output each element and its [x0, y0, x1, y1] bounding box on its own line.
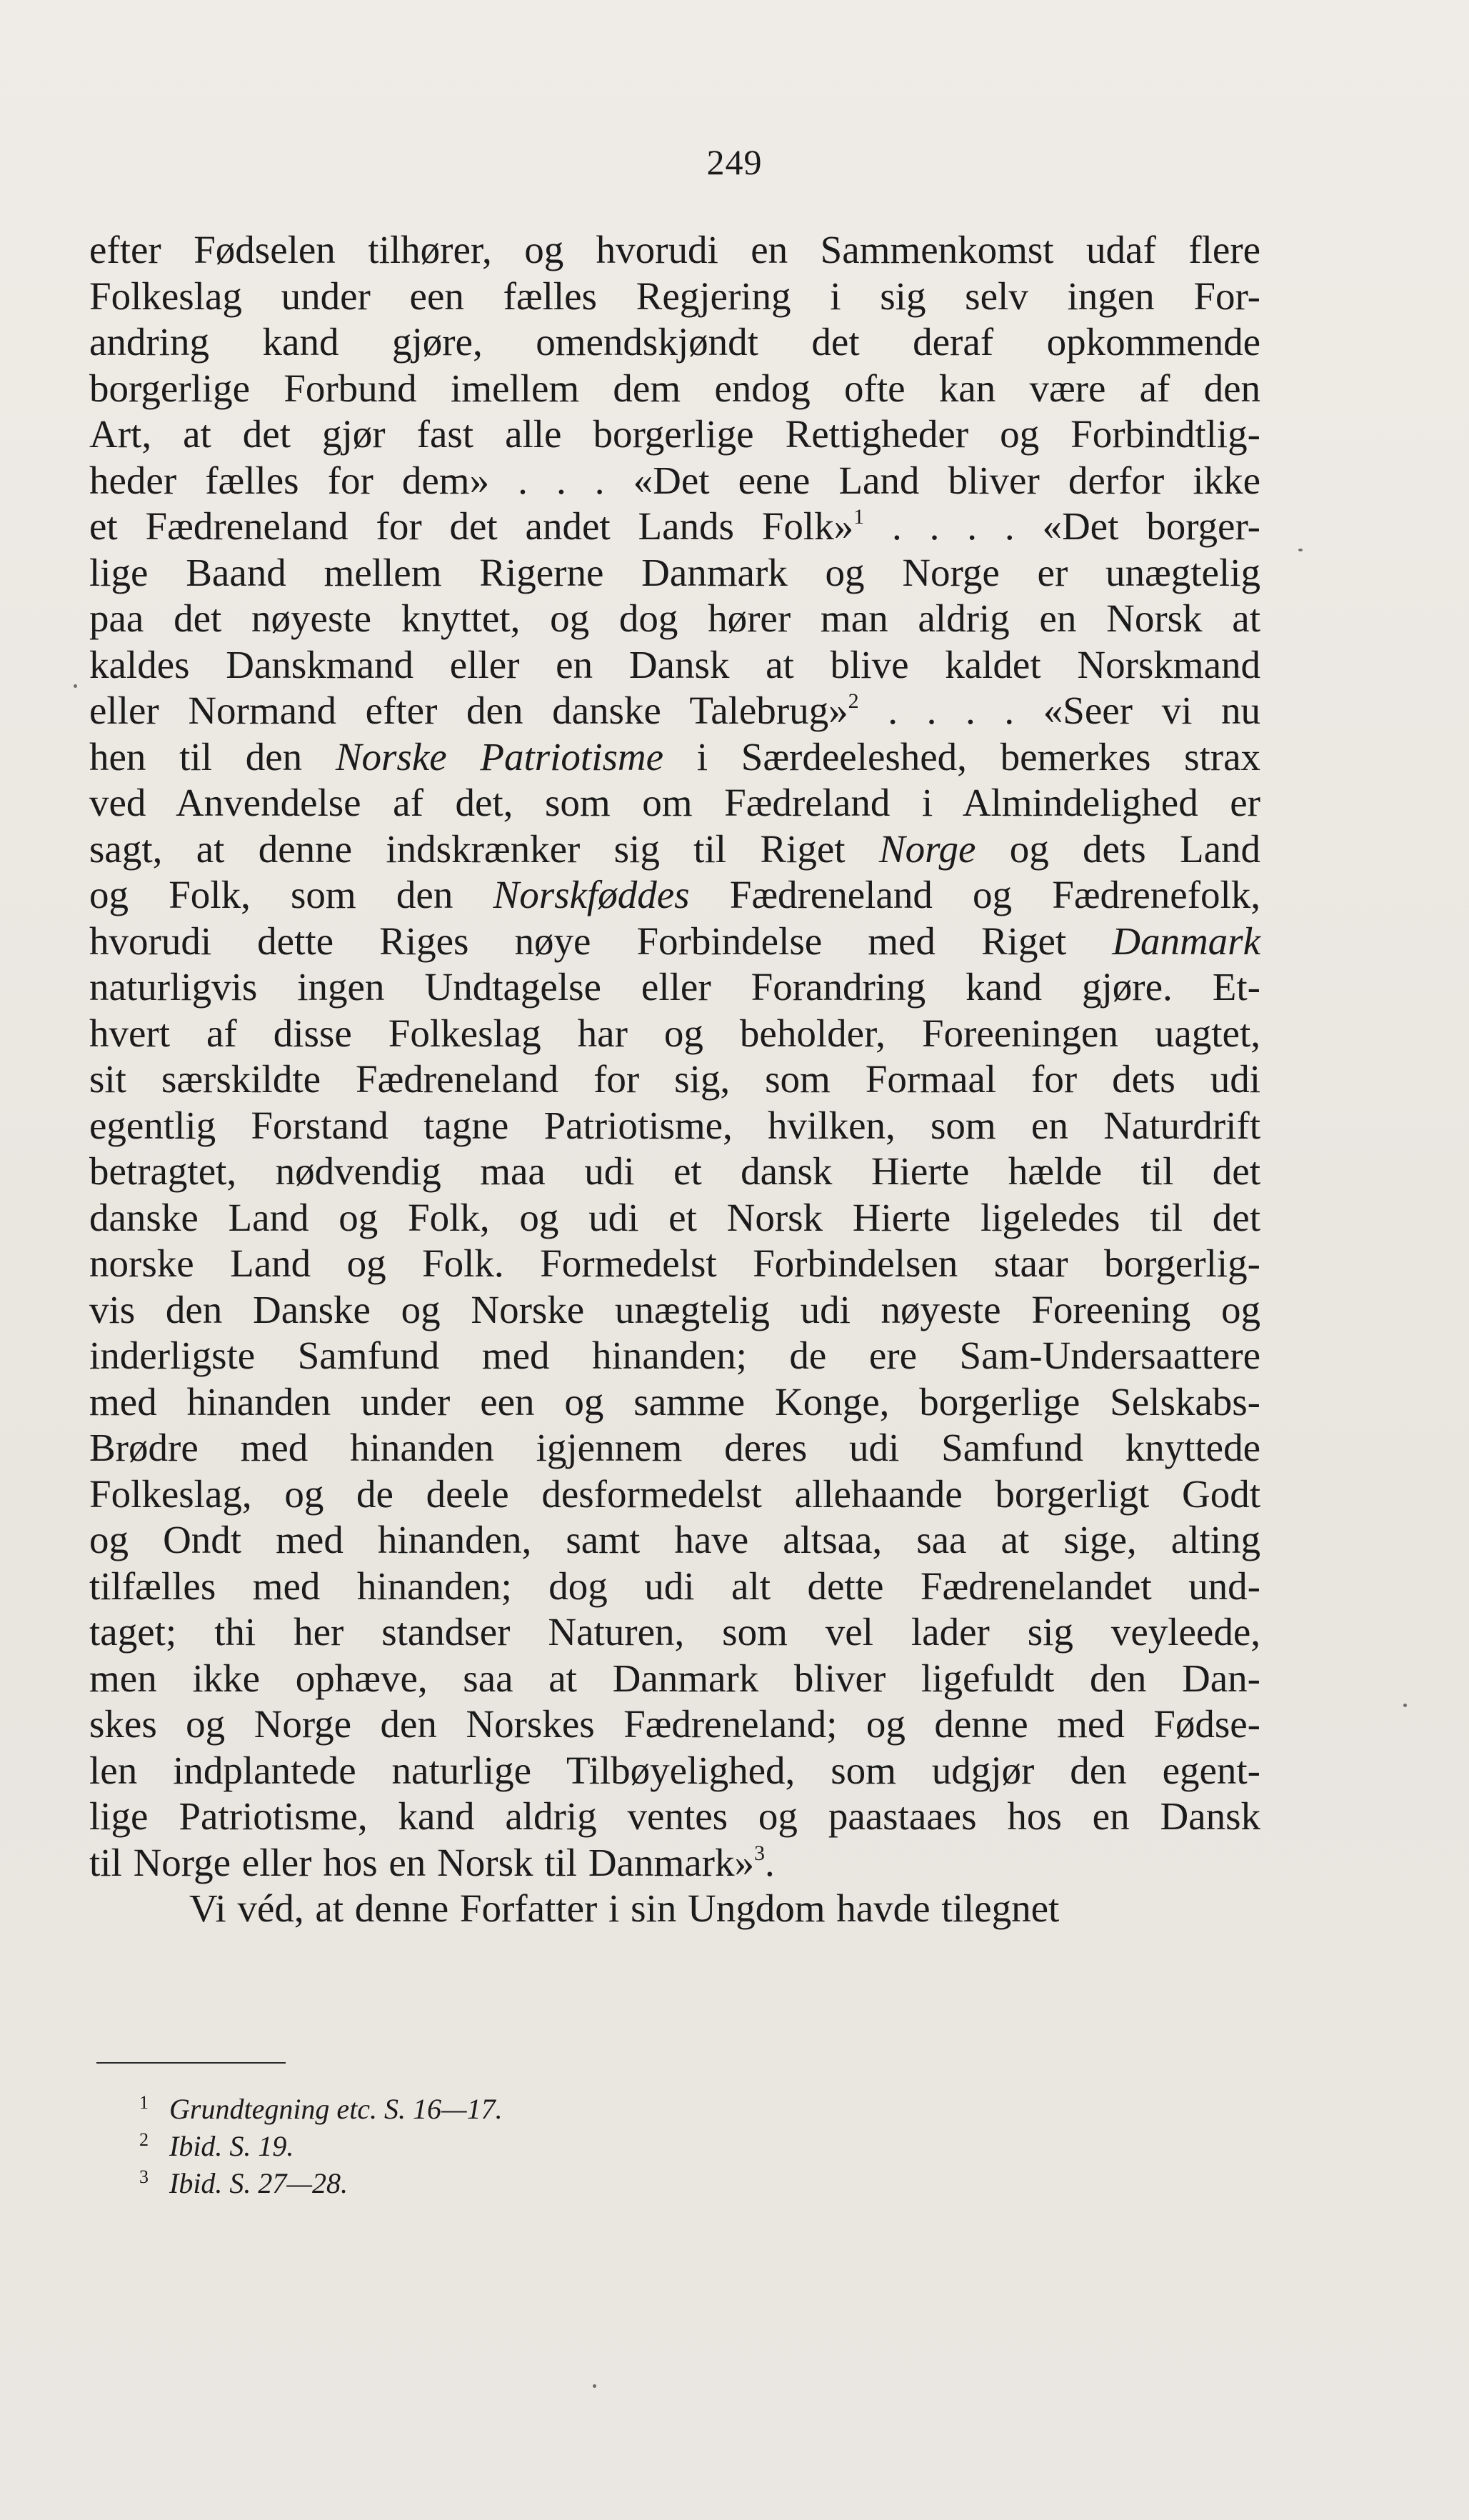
line-text: efter Fødselen tilhører, og hvorudi en Sammenkomst udaf flere	[89, 228, 1260, 271]
text-line	[89, 872, 1260, 919]
text-line	[89, 1701, 1260, 1748]
line-text: len indplantede naturlige Tilbøyelighed, som udgjør den egent-	[89, 1748, 1260, 1792]
line-text: tilfælles med hinanden; dog udi alt dette Fædrenelandet und-	[89, 1564, 1260, 1608]
text-line	[89, 1056, 1260, 1103]
text-line	[89, 1103, 1260, 1149]
text-line	[89, 1886, 1260, 1932]
text-line	[89, 504, 1260, 550]
text-line	[89, 1517, 1260, 1564]
line-text: inderligste Samfund med hinanden; de ere Sam-Undersaattere	[89, 1334, 1260, 1377]
footnote-marker: 2	[848, 689, 859, 713]
line-text: men ikke ophæve, saa at Danmark bliver ligefuldt den Dan-	[89, 1656, 1260, 1700]
text-line	[89, 596, 1260, 642]
text-line	[89, 1379, 1260, 1426]
text-line	[89, 642, 1260, 689]
line-text: norske Land og Folk. Formedelst Forbindelsen staar borgerlig-	[89, 1241, 1260, 1285]
text-line	[89, 1287, 1260, 1334]
line-text: paa det nøyeste knyttet, og dog hører man aldrig en Norsk at	[89, 596, 1260, 640]
line-text: kaldes Danskmand eller en Dansk at blive kaldet Norskmand	[89, 642, 1260, 686]
footnote	[139, 2159, 503, 2199]
text-line	[89, 1840, 1260, 1886]
footnote-rule	[96, 2062, 286, 2064]
line-text: Art, at det gjør fast alle borgerlige Rettigheder og Forbindtlig-	[89, 412, 1260, 456]
line-text: hen til den	[89, 734, 336, 779]
footnote-number: 3	[139, 2166, 149, 2187]
body-text	[89, 227, 1260, 1932]
line-text: til Norge eller hos en Norsk til Danmark»	[89, 1840, 754, 1884]
line-text: heder fælles for dem» . . . «Det eene Land bliver derfor ikke	[89, 458, 1260, 502]
line-text: eller Normand efter den danske Talebrug»	[89, 689, 848, 732]
footnote	[139, 2121, 503, 2162]
text-line	[89, 826, 1260, 873]
text-line	[89, 1425, 1260, 1471]
line-text: sit særskildte Fædreneland for sig, som Formaal for dets udi	[89, 1057, 1260, 1101]
footnotes	[139, 2084, 503, 2199]
footnote-number: 1	[139, 2092, 149, 2113]
text-line	[89, 319, 1260, 366]
text-line	[89, 1471, 1260, 1518]
line-text: lige Patriotisme, kand aldrig ventes og paastaaes hos en Dansk	[89, 1794, 1260, 1838]
line-text: . . . . «Seer vi nu	[858, 689, 1260, 732]
footnote-reference: Ibid. S. 19.	[169, 2130, 294, 2162]
text-line	[89, 780, 1260, 826]
italic-emphasis: Danmark	[1112, 919, 1260, 963]
text-line	[89, 688, 1260, 734]
line-text: vis den Danske og Norske unægtelig udi nøyeste Foreening og	[89, 1287, 1260, 1331]
text-line	[89, 1794, 1260, 1840]
text-line	[89, 1564, 1260, 1610]
text-line	[89, 1656, 1260, 1702]
text-line	[89, 964, 1260, 1011]
line-text: lige Baand mellem Rigerne Danmark og Norge er unægtelig	[89, 550, 1260, 594]
text-line	[89, 1011, 1260, 1057]
footnote-reference: Ibid. S. 27—28.	[169, 2167, 348, 2199]
text-line	[89, 1333, 1260, 1379]
line-text: betragtet, nødvendig maa udi et dansk Hierte hælde til det	[89, 1149, 1260, 1193]
line-text: taget; thi her standser Naturen, som vel lader sig veyleede,	[89, 1610, 1260, 1654]
paper-speck	[1403, 1704, 1407, 1707]
line-text: Vi véd, at denne Forfatter i sin Ungdom havde tilegnet	[189, 1886, 1060, 1930]
text-line	[89, 734, 1260, 781]
line-text: med hinanden under een og samme Konge, borgerlige Selskabs-	[89, 1379, 1260, 1424]
line-text: og Ondt med hinanden, samt have altsaa, saa at sige, alting	[89, 1518, 1260, 1561]
line-text: skes og Norge den Norskes Fædreneland; og denne med Fødse-	[89, 1702, 1260, 1746]
italic-emphasis: Norskføddes	[493, 873, 690, 916]
text-line	[89, 550, 1260, 596]
line-text: hvert af disse Folkeslag har og beholder, Foreeningen uagtet,	[89, 1011, 1260, 1055]
text-line	[89, 1195, 1260, 1241]
line-text: i Særdeeleshed, bemerkes strax	[663, 734, 1260, 779]
italic-emphasis: Norge	[878, 826, 976, 871]
line-text: et Fædreneland for det andet Lands Folk»	[89, 504, 854, 548]
footnote-marker: 3	[753, 1841, 765, 1865]
line-text: ved Anvendelse af det, som om Fædreland i Almindelighed er	[89, 781, 1260, 824]
paper-speck	[593, 2384, 596, 2388]
text-line	[89, 227, 1260, 274]
line-text: Brødre med hinanden igjennem deres udi Samfund knyttede	[89, 1426, 1260, 1469]
line-text: og dets Land	[976, 826, 1260, 871]
text-line	[89, 919, 1260, 965]
italic-emphasis: Norske Patriotisme	[335, 734, 664, 779]
footnote-marker: 1	[853, 505, 865, 529]
line-text: . . . . «Det borger-	[864, 504, 1260, 548]
line-text: andring kand gjøre, omendskjøndt det deraf opkommende	[89, 320, 1260, 364]
text-line	[89, 1609, 1260, 1656]
line-text: .	[764, 1840, 775, 1884]
line-text: hvorudi dette Riges nøye Forbindelse med Riget	[89, 919, 1113, 963]
line-text: danske Land og Folk, og udi et Norsk Hierte ligeledes til det	[89, 1195, 1260, 1239]
paper-speck	[74, 684, 77, 688]
text-line	[89, 1149, 1260, 1195]
line-text: egentlig Forstand tagne Patriotisme, hvilken, som en Naturdrift	[89, 1103, 1260, 1147]
footnote	[139, 2084, 503, 2125]
text-line	[89, 274, 1260, 320]
line-text: naturligvis ingen Undtagelse eller Forandring kand gjøre. Et-	[89, 965, 1260, 1009]
paper-speck	[1298, 549, 1303, 551]
line-text: Folkeslag under een fælles Regjering i sig selv ingen For-	[89, 274, 1260, 318]
line-text: borgerlige Forbund imellem dem endog ofte kan være af den	[89, 366, 1260, 410]
footnote-reference: Grundtegning etc. S. 16—17.	[169, 2093, 503, 2125]
page-number: 249	[706, 142, 763, 182]
text-line	[89, 1241, 1260, 1287]
footnote-number: 2	[139, 2129, 149, 2150]
text-line	[89, 411, 1260, 458]
line-text: Folkeslag, og de deele desformedelst allehaande borgerligt Godt	[89, 1471, 1260, 1516]
line-text: Fædreneland og Fædrenefolk,	[689, 873, 1260, 916]
text-line	[89, 458, 1260, 504]
text-line	[89, 1748, 1260, 1794]
text-line	[89, 366, 1260, 412]
line-text: sagt, at denne indskrænker sig til Riget	[89, 826, 879, 871]
line-text: og Folk, som den	[89, 873, 493, 916]
